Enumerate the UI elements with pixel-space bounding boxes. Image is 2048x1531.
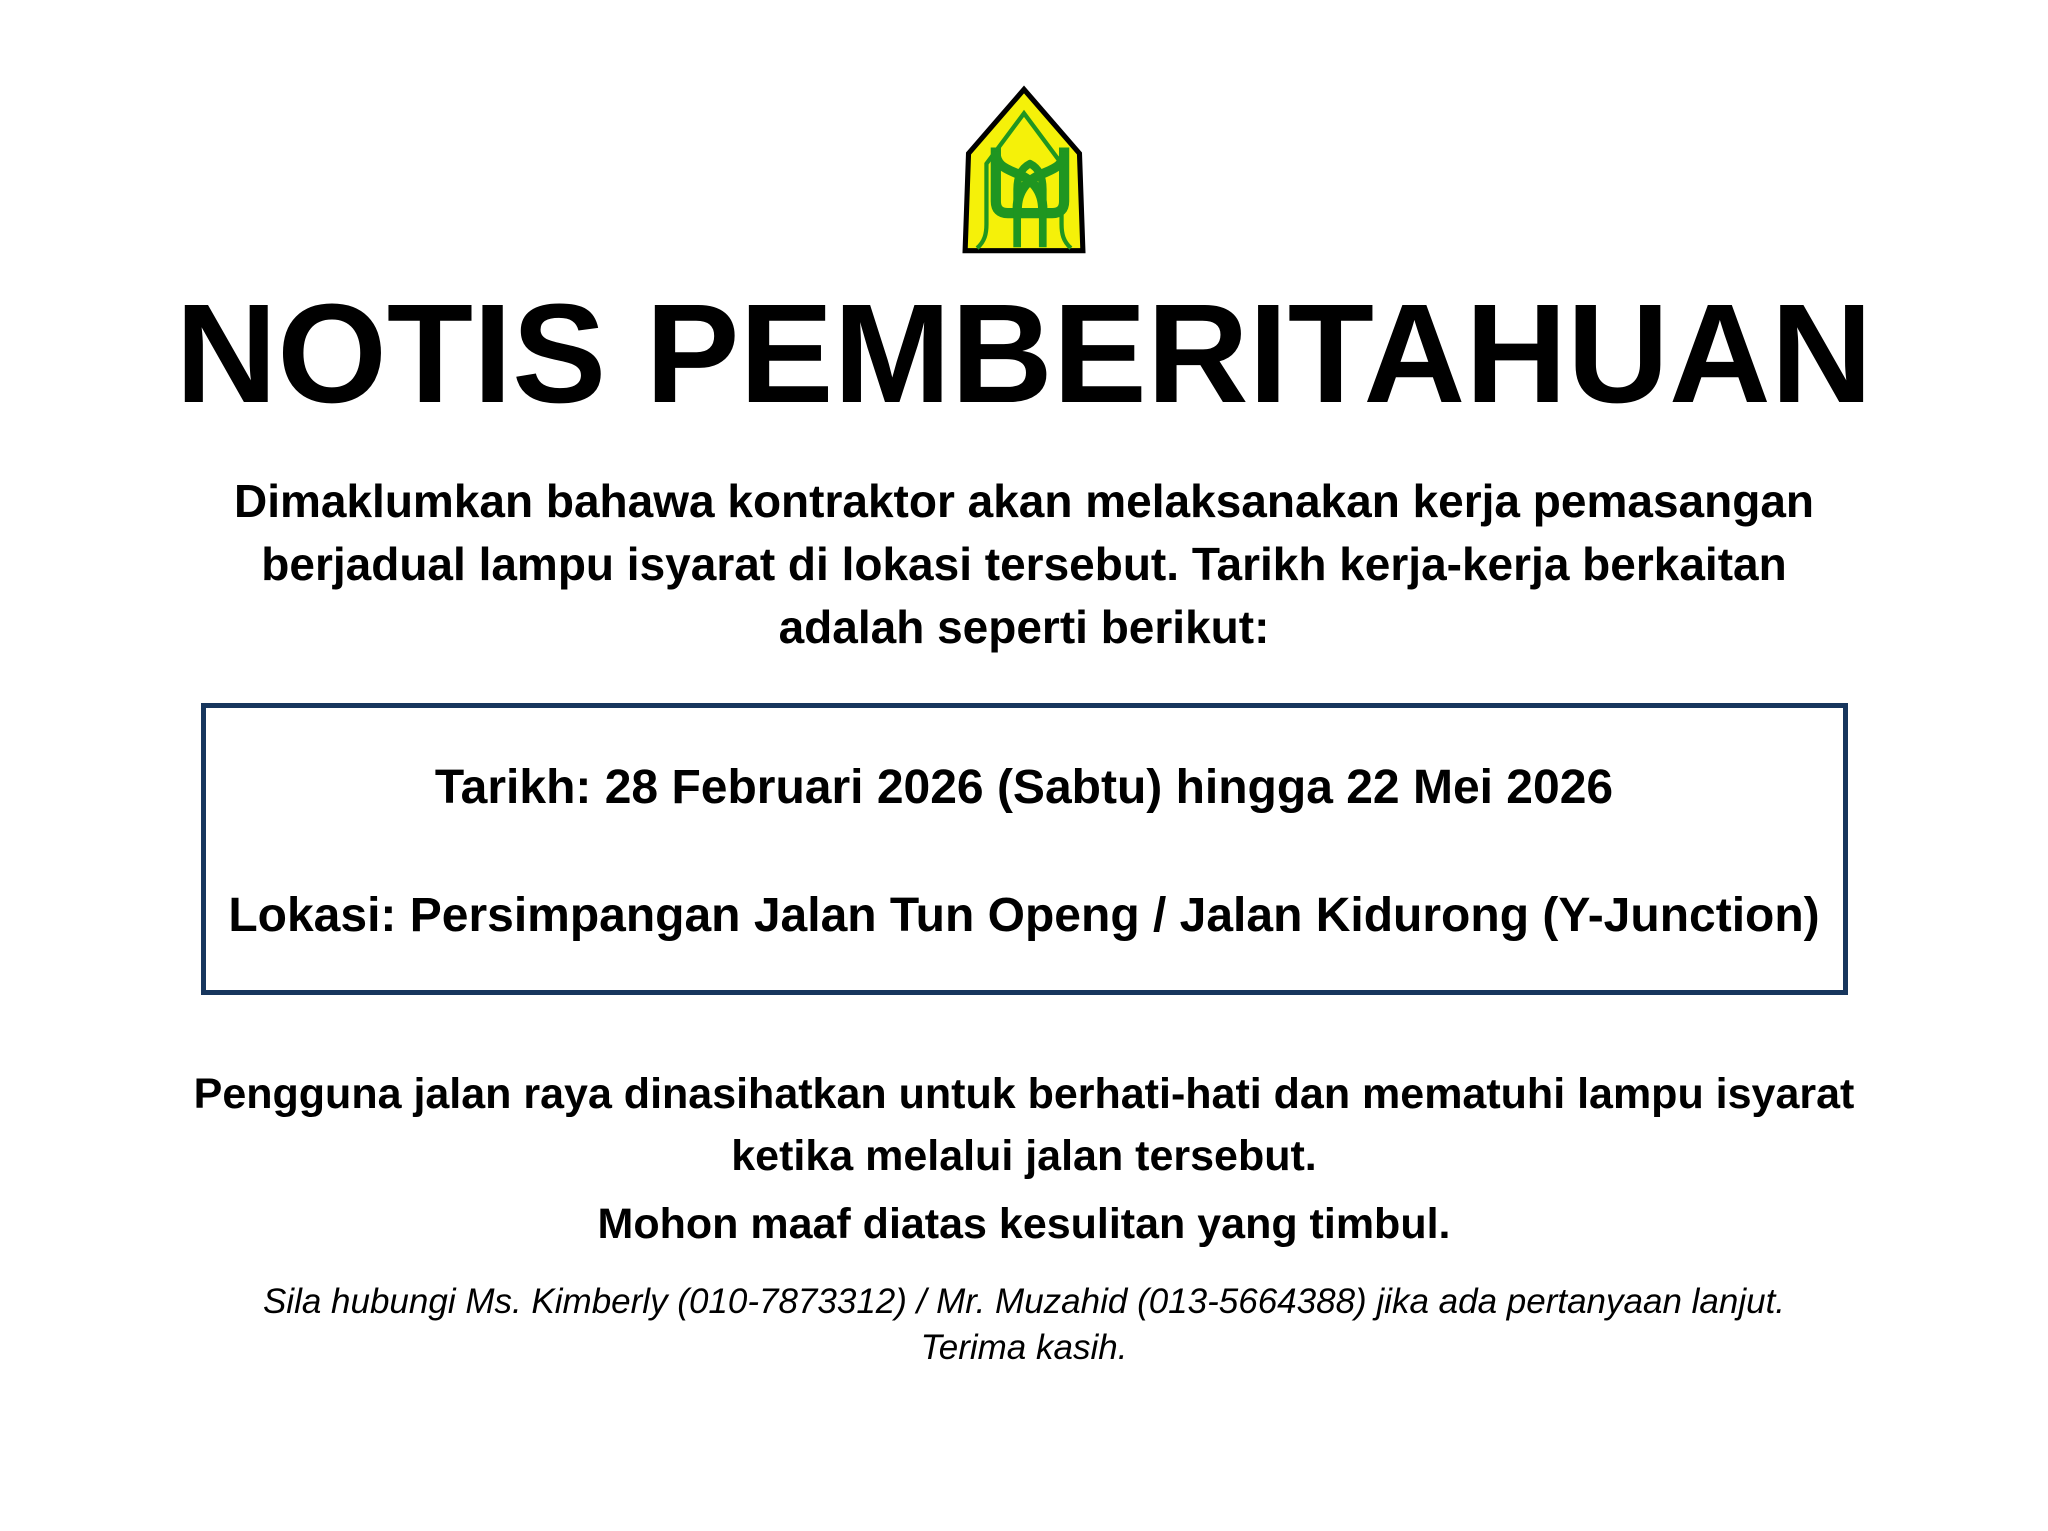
intro-line-3: adalah seperti berikut:	[778, 601, 1270, 653]
advisory-line-1: Pengguna jalan raya dinasihatkan untuk berhati-hati dan mematuhi lampu isyarat	[193, 1070, 1855, 1118]
schedule-location: Lokasi: Persimpangan Jalan Tun Openg / Jalan Kidurong (Y-Junction)	[228, 889, 1820, 942]
notice-page	[0, 83, 2048, 1531]
schedule-box	[201, 703, 1848, 995]
advisory-paragraph	[0, 1063, 2048, 1187]
notice-title: NOTIS PEMBERITAHUAN	[175, 274, 1873, 432]
advisory-line-2: ketika melalui jalan tersebut.	[731, 1132, 1317, 1180]
apology-text: Mohon maaf diatas kesulitan yang timbul.	[597, 1200, 1451, 1248]
intro-line-2: berjadual lampu isyarat di lokasi tersebut. Tarikh kerja-kerja berkaitan	[261, 538, 1787, 590]
bda-house-logo	[960, 83, 1088, 258]
intro-paragraph	[0, 470, 2048, 659]
schedule-date: Tarikh: 28 Februari 2026 (Sabtu) hingga 22 Mei 2026	[434, 761, 1614, 814]
contact-line-1: Sila hubungi Ms. Kimberly (010-7873312) / Mr. Muzahid (013-5664388) jika ada pertanyaan lanjut.	[262, 1282, 1786, 1321]
intro-line-1: Dimaklumkan bahawa kontraktor akan melaksanakan kerja pemasangan	[233, 475, 1815, 527]
contact-line-2: Terima kasih.	[920, 1328, 1128, 1367]
apology-line	[0, 1193, 2048, 1255]
contact-footer	[0, 1279, 2048, 1371]
